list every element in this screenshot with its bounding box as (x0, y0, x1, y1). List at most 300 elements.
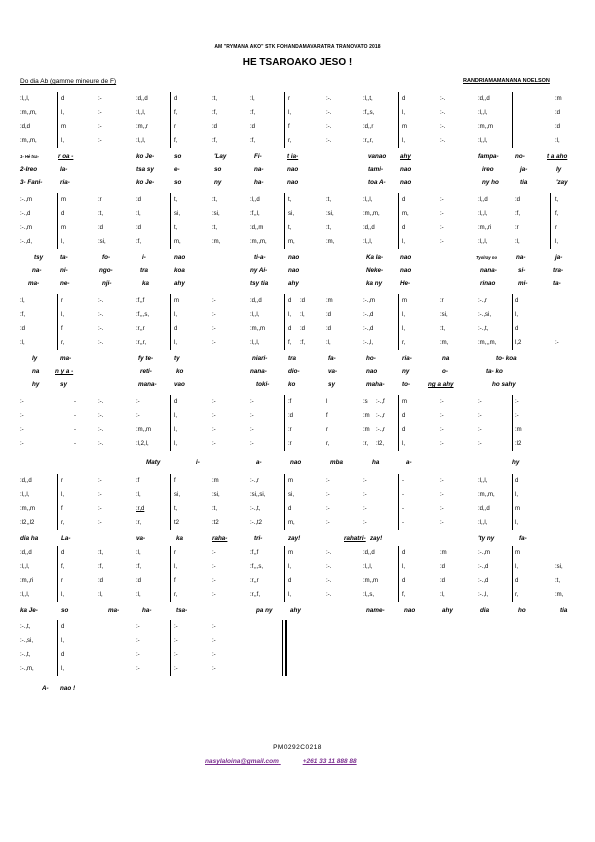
note-cell: :-. (98, 441, 104, 447)
lyric-syllable: ng a ahy (428, 381, 454, 388)
lyric-syllable: Ka la- (366, 254, 384, 261)
note-cell: :d (136, 197, 142, 203)
note-cell: l, (515, 520, 518, 526)
note-cell: l,2 (515, 340, 522, 346)
note-cell: m, (174, 239, 181, 245)
note-cell: f, (555, 211, 559, 217)
note-cell: :-.,d, (20, 239, 33, 245)
note-cell: :-.,t2 (250, 520, 263, 526)
note-cell: :l,,l, (20, 592, 30, 598)
note-cell: d (61, 96, 65, 102)
lyric-syllable: tsa- (176, 607, 188, 614)
note-cell: d (402, 197, 406, 203)
lyric-syllable: tsa sy (136, 166, 154, 173)
bar-line (57, 92, 58, 148)
note-cell: :l,,l, (363, 197, 373, 203)
note-cell: :-.,f (376, 399, 385, 405)
note-cell: :-.,si, (20, 638, 33, 644)
note-cell: :si, (440, 312, 448, 318)
bar-line (284, 92, 285, 148)
note-cell: r (61, 478, 63, 484)
lyric-syllable: ja- (555, 254, 563, 261)
lyric-syllable: ireo (482, 166, 494, 173)
note-cell: :l2,,l2 (20, 520, 35, 526)
note-cell: :m,,m (20, 506, 35, 512)
note-cell: :- (326, 506, 330, 512)
note-cell: :d (136, 225, 142, 231)
lyric-syllable: name- (366, 607, 385, 614)
note-cell: si, (288, 211, 294, 217)
note-cell: :l, (136, 211, 141, 217)
note-cell: r, (61, 520, 65, 526)
note-cell: :- (363, 492, 367, 498)
note-cell: :l,,l, (20, 564, 30, 570)
notes-row (0, 409, 595, 423)
note-cell: d (402, 96, 406, 102)
note-cell: r (61, 578, 63, 584)
contact-line (205, 758, 357, 765)
note-cell: m (402, 399, 407, 405)
lyric-syllable: ka (176, 535, 184, 542)
lyric-syllable: ny ho (482, 179, 499, 186)
note-cell: l, (174, 564, 177, 570)
lyric-syllable: rinao (480, 280, 496, 287)
note-cell: :m,,m (363, 578, 378, 584)
note-cell: :-.,m (478, 550, 490, 556)
notes-row (0, 648, 595, 662)
note-cell: :l, (136, 592, 141, 598)
note-cell: :-.,m (20, 197, 32, 203)
note-cell: f (61, 506, 63, 512)
lyric-syllable: si- (518, 267, 526, 274)
lyric-syllable: 'Lay (214, 153, 227, 160)
lyric-syllable: ko Je- (136, 153, 155, 160)
note-cell: :r (288, 441, 292, 447)
note-cell: :r,,f, (250, 592, 261, 598)
bar-line (398, 92, 399, 148)
notes-row (0, 322, 595, 336)
note-cell: f, (174, 110, 178, 116)
note-cell: :-.,t, (20, 652, 31, 658)
note-cell: :f (288, 399, 292, 405)
note-cell: :f,,s, (363, 110, 375, 116)
note-cell: :l,,l, (363, 239, 373, 245)
note-cell: :l2 (515, 441, 522, 447)
notes-row (0, 134, 595, 148)
note-cell: :l,,l, (478, 110, 488, 116)
lyric-syllable: t ia- (287, 153, 299, 160)
note-cell: :- (440, 492, 444, 498)
note-cell: :t, (212, 197, 218, 203)
note-cell: d (402, 427, 406, 433)
note-cell: t, (174, 506, 178, 512)
note-cell: :-.,r (478, 298, 487, 304)
lyric-syllable: 3- Fani- (20, 179, 43, 186)
notes-row (0, 308, 595, 322)
lyric-syllable: a- (256, 459, 262, 466)
notes-row (0, 560, 595, 574)
note-cell: :- (440, 441, 444, 447)
note-cell: :- (212, 564, 216, 570)
note-cell: :- (212, 312, 216, 318)
note-cell: :d (98, 225, 104, 231)
note-cell: :- (136, 666, 140, 672)
note-cell: f, (402, 592, 406, 598)
note-cell: d (515, 326, 519, 332)
lyric-syllable: i- (196, 459, 200, 466)
note-cell: :t, (98, 211, 104, 217)
lyric-syllable: ha- (254, 179, 264, 186)
note-cell: m (515, 550, 520, 556)
note-cell: m (174, 298, 179, 304)
lyric-syllable: nao (404, 607, 416, 614)
note-cell: :- (326, 478, 330, 484)
note-cell: - (74, 399, 76, 405)
note-cell: :- (212, 340, 216, 346)
note-cell: :-.,l, (478, 592, 488, 598)
note-cell: m (61, 225, 66, 231)
note-cell: :- (555, 340, 559, 346)
note-cell: :l,2,l, (136, 441, 149, 447)
bar-line (57, 620, 58, 676)
note-cell: :- (136, 652, 140, 658)
lyric-syllable: ngo- (99, 267, 113, 274)
note-cell: l, (402, 138, 405, 144)
lyric-syllable: tia (520, 179, 528, 186)
lyric-line (0, 251, 595, 264)
composer-name: RANDRIAMAMANANA NOELSON (463, 78, 550, 84)
note-cell: l, (61, 110, 64, 116)
note-cell: :l,,l, (478, 239, 488, 245)
lyric-syllable: Tyolray no (476, 255, 498, 260)
lyric-line (0, 176, 595, 189)
note-cell: :l, (98, 592, 103, 598)
note-cell: r (61, 298, 63, 304)
lyric-syllable: 'zay (556, 179, 568, 186)
lyric-line (0, 682, 595, 695)
notes-row (0, 437, 595, 451)
note-cell: r (555, 225, 557, 231)
lyric-syllable: zay! (288, 535, 301, 542)
song-title: HE TSAROAKO JESO ! (242, 57, 353, 68)
lyric-syllable: Maty (146, 459, 161, 466)
lyric-line (0, 352, 595, 365)
lyric-syllable: maha- (366, 381, 385, 388)
note-cell: :-.,r (376, 427, 385, 433)
note-cell: d (402, 413, 406, 419)
note-cell: :- (515, 399, 519, 405)
lyric-syllable: nao (174, 254, 186, 261)
note-cell: :- (98, 520, 102, 526)
note-cell: d (61, 652, 65, 658)
note-cell: :-. (326, 550, 332, 556)
note-cell: :- (212, 550, 216, 556)
lyric-syllable: tia (560, 607, 568, 614)
note-cell: d (61, 624, 65, 630)
lyric-syllable: ahy (174, 280, 185, 287)
note-cell: :l,,l, (478, 520, 488, 526)
notes-row (0, 221, 595, 235)
lyric-syllable: nao (288, 267, 300, 274)
note-cell: - (402, 520, 404, 526)
note-cell: :- (212, 578, 216, 584)
lyric-syllable: ny (402, 368, 410, 375)
lyric-syllable: ta- ko (486, 368, 503, 375)
note-cell: :- (250, 427, 254, 433)
choir-header: AM "RYMANA AKO" STK FOHANDAMAVARATRA TRANOVATO 2018 (214, 44, 381, 50)
bar-line (284, 546, 285, 602)
lyric-syllable: raha- (212, 535, 228, 542)
bar-line (57, 193, 58, 249)
lyric-syllable: tra (288, 355, 297, 362)
note-cell: :- (98, 138, 102, 144)
note-cell: :d (136, 578, 142, 584)
lyric-syllable: nao (287, 179, 299, 186)
note-cell: :r (288, 427, 292, 433)
lyric-syllable: tra- (553, 267, 564, 274)
note-cell: r, (61, 340, 65, 346)
note-cell: :f, (98, 564, 104, 570)
note-cell: :r, (363, 441, 369, 447)
note-cell: l, (515, 312, 518, 318)
note-cell: :-. (326, 138, 332, 144)
note-cell: :-. (326, 578, 332, 584)
note-cell: d (515, 578, 519, 584)
phone-number: +261 33 11 888 88 (302, 758, 357, 765)
note-cell: :d (555, 124, 561, 130)
lyric-syllable: ja- (520, 166, 528, 173)
note-cell: :- (136, 399, 140, 405)
note-cell: :l, (20, 298, 25, 304)
note-cell: :-.,m, (20, 666, 34, 672)
note-cell: :d,,d (136, 96, 148, 102)
note-cell: :-.,d (478, 578, 489, 584)
note-cell: :l,,l, (478, 478, 488, 484)
lyric-syllable: ahy (400, 153, 411, 160)
note-cell: :- (136, 413, 140, 419)
lyric-syllable: na- (516, 254, 526, 261)
note-cell: :- (174, 652, 178, 658)
lyric-syllable: 1- Hé tsa- (20, 154, 39, 159)
lyric-syllable: ne- (60, 280, 70, 287)
lyric-syllable: vao (174, 381, 185, 388)
note-cell: m (61, 124, 66, 130)
lyric-line (0, 163, 595, 176)
lyric-syllable: na (442, 355, 450, 362)
note-cell: :- (212, 427, 216, 433)
note-cell: :- (515, 413, 519, 419)
bar-line (398, 395, 399, 451)
note-cell: :-. (98, 326, 104, 332)
bar-line (512, 474, 513, 530)
note-cell: :si,,si, (250, 492, 266, 498)
note-cell: :m,,r (136, 124, 148, 130)
email-link[interactable]: nasylaloina@gmail.com (205, 758, 279, 765)
note-cell: :- (440, 427, 444, 433)
note-cell: :l,,l, (20, 96, 30, 102)
lyric-syllable: ma- (60, 355, 72, 362)
note-cell: :l,,d (478, 197, 488, 203)
lyric-line (0, 604, 595, 617)
note-cell: :- (20, 441, 24, 447)
note-cell: :- (20, 413, 24, 419)
note-cell: :l,,l, (250, 312, 260, 318)
note-cell: :t, (212, 225, 218, 231)
note-cell: :d (300, 298, 306, 304)
note-cell: :- (174, 638, 178, 644)
lyric-syllable: nao (400, 267, 412, 274)
lyric-syllable: o- (442, 368, 448, 375)
lyric-syllable: ha- (142, 607, 152, 614)
note-cell: :m,,m (478, 124, 493, 130)
note-cell: :- (440, 478, 444, 484)
notes-row (0, 336, 595, 350)
note-cell: t2 (174, 520, 180, 526)
note-cell: :l, (326, 340, 331, 346)
note-cell: f, (61, 564, 65, 570)
lyric-line (0, 378, 595, 391)
lyric-syllable: ahy (442, 607, 453, 614)
note-cell: :f, (136, 564, 142, 570)
lyric-syllable: nao (400, 166, 412, 173)
note-cell: :-. (326, 124, 332, 130)
lyric-syllable: mana- (138, 381, 157, 388)
note-cell: :r (98, 197, 102, 203)
lyric-syllable: mba (330, 459, 343, 466)
note-cell: :f,,,s, (136, 312, 150, 318)
note-cell: :s (363, 399, 368, 405)
lyric-syllable: ho- (366, 355, 376, 362)
lyric-syllable: i- (142, 254, 146, 261)
note-cell: :d (326, 312, 332, 318)
note-cell: m, (288, 239, 295, 245)
note-cell: :f, (212, 110, 218, 116)
note-cell: r (326, 427, 328, 433)
note-cell: :si, (98, 239, 106, 245)
note-cell: :m,,m, (20, 110, 37, 116)
note-cell: :d,,d (20, 550, 32, 556)
note-cell: :-.,r (376, 413, 385, 419)
note-cell: :d,d (20, 124, 31, 130)
note-cell: m (402, 124, 407, 130)
note-cell: :- (174, 624, 178, 630)
note-cell: :- (478, 413, 482, 419)
note-cell: l, (61, 592, 64, 598)
note-cell: d (174, 326, 178, 332)
note-cell: m (515, 506, 520, 512)
bar-line (398, 193, 399, 249)
lyric-syllable: e- (174, 166, 180, 173)
lyric-syllable: la- (60, 166, 68, 173)
lyric-syllable: nao (400, 179, 412, 186)
bar-line (284, 474, 285, 530)
note-cell: l, (288, 312, 291, 318)
note-cell: l, (61, 638, 64, 644)
note-cell: :d (212, 124, 218, 130)
lyric-syllable: ahy (288, 280, 299, 287)
note-cell: :- (20, 399, 24, 405)
note-cell: l, (174, 340, 177, 346)
note-cell: d (174, 96, 178, 102)
note-cell: :-.,si, (478, 312, 491, 318)
lyric-syllable: ti-a- (254, 254, 266, 261)
note-cell: d (402, 225, 406, 231)
lyric-syllable: sy (328, 381, 336, 388)
lyric-syllable: ko (288, 381, 296, 388)
note-cell: :-.,r (250, 478, 259, 484)
lyric-syllable: tsy tia (250, 280, 269, 287)
note-cell: t, (288, 225, 292, 231)
note-cell: l, (61, 312, 64, 318)
lyric-syllable: n y a - (55, 368, 74, 375)
note-cell: :- (212, 652, 216, 658)
lyric-syllable: tra (140, 267, 149, 274)
lyric-syllable: ho sahy (492, 381, 516, 388)
lyric-syllable: nao (288, 254, 300, 261)
note-cell: l, (174, 441, 177, 447)
note-cell: l, (402, 110, 405, 116)
lyric-syllable: tami- (368, 166, 384, 173)
key-signature: Do dia Ab (gamme mineure de F) (20, 78, 117, 85)
bar-line (398, 546, 399, 602)
note-cell: d (515, 298, 519, 304)
note-cell: :f (136, 478, 140, 484)
lyric-syllable: 2-Ireo (20, 166, 38, 173)
notes-row (0, 395, 595, 409)
lyric-syllable: va- (328, 368, 338, 375)
notes-row (0, 620, 595, 634)
note-cell: :t, (212, 96, 218, 102)
note-cell: :r,,r, (136, 340, 147, 346)
note-cell: :- (98, 96, 102, 102)
note-cell: :l,,d (250, 197, 260, 203)
note-cell: :l,,l, (478, 138, 488, 144)
notes-row (0, 474, 595, 488)
note-cell: d (174, 399, 178, 405)
note-cell: :f,,f (136, 298, 145, 304)
note-cell: :t, (98, 550, 104, 556)
note-cell: r, (174, 592, 178, 598)
note-cell: :si, (212, 492, 220, 498)
note-cell: :-. (440, 124, 446, 130)
notes-row (0, 516, 595, 530)
note-cell: :f, (20, 312, 26, 318)
note-cell: :m (555, 96, 562, 102)
note-cell: :- (478, 441, 482, 447)
note-cell: :-. (440, 96, 446, 102)
lyric-syllable: ma- (28, 280, 40, 287)
note-cell: d (402, 578, 406, 584)
notes-row (0, 235, 595, 249)
note-cell: :- (440, 225, 444, 231)
note-cell: d (288, 506, 292, 512)
lyric-syllable: nao (287, 166, 299, 173)
lyric-syllable: na- (32, 267, 42, 274)
bar-line (284, 395, 285, 451)
note-cell: r, (402, 340, 406, 346)
note-cell: :-.,m (363, 298, 375, 304)
lyric-syllable: ria- (402, 355, 412, 362)
note-cell: - (402, 506, 404, 512)
lyric-syllable: na- (254, 166, 264, 173)
note-cell: :- (478, 427, 482, 433)
note-cell: :l,,l, (478, 211, 488, 217)
note-cell: :- (212, 666, 216, 672)
note-cell: :f, (136, 239, 142, 245)
note-cell: t, (555, 197, 559, 203)
note-cell: :d,,m (250, 225, 264, 231)
lyric-syllable: nji- (102, 280, 112, 287)
